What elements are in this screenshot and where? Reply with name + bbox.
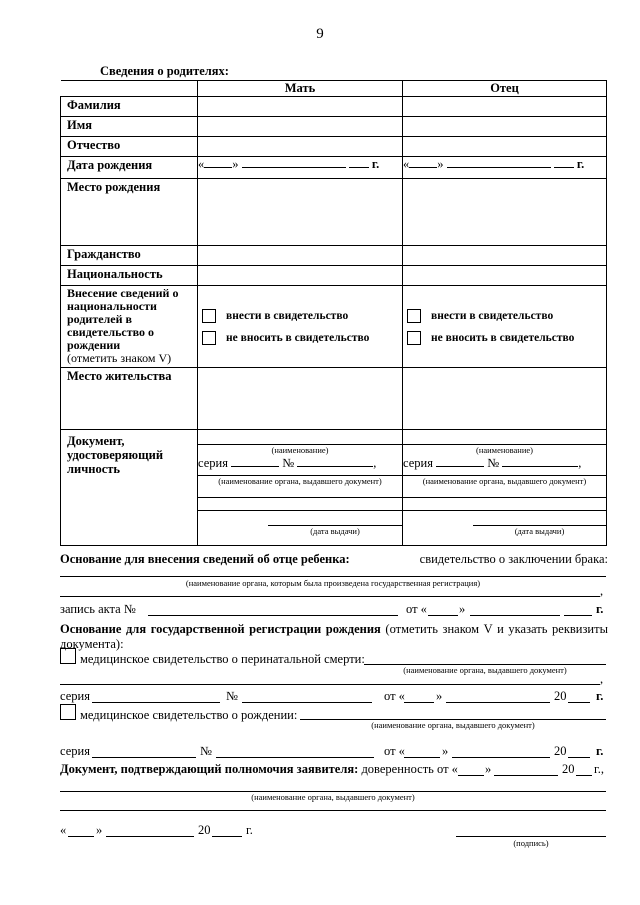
perinatal-number-field[interactable] [242, 702, 372, 703]
mother-nationality-options [198, 286, 403, 368]
signature-field[interactable] [456, 836, 606, 837]
record-year-field[interactable] [564, 615, 592, 616]
mother-birth-date-field[interactable]: « » г. [198, 157, 403, 179]
row-label-birth-date: Дата рождения [61, 157, 198, 179]
father-surname-field[interactable] [403, 97, 607, 117]
father-basis-line: Основание для внесения сведений об отце ребенка: свидетельство о заключении брака: [60, 552, 608, 566]
father-option-exclude[interactable]: не вносить в свидетельство [403, 327, 606, 349]
authority-line: Документ, подтверждающий полномочия заявителя: доверенность от « [60, 762, 458, 776]
father-citizenship-field[interactable] [403, 246, 607, 266]
father-patronymic-field[interactable] [403, 137, 607, 157]
mother-patronymic-field[interactable] [198, 137, 403, 157]
mother-residence-field[interactable] [198, 368, 403, 430]
father-birth-date-field[interactable]: « » г. [403, 157, 607, 179]
footer-year-field[interactable] [212, 836, 242, 837]
column-header-mother: Мать [198, 81, 403, 97]
father-basis-issuer-line[interactable] [60, 576, 606, 577]
row-label-id-document: Документ, удостоверяющий личность [61, 430, 198, 546]
father-name-field[interactable] [403, 117, 607, 137]
section-heading: Сведения о родителях: [100, 64, 229, 78]
row-label-surname: Фамилия [61, 97, 198, 117]
mother-citizenship-field[interactable] [198, 246, 403, 266]
father-basis-issuer-line-2[interactable] [60, 596, 600, 597]
perinatal-day-field[interactable] [404, 702, 434, 703]
birth-cert-day-field[interactable] [404, 757, 440, 758]
page-number: 9 [316, 26, 324, 42]
mother-name-field[interactable] [198, 117, 403, 137]
row-label-name: Имя [61, 117, 198, 137]
row-label-nationality-entry: Внесение сведений о национальности родителей в свидетельство о рождении (отметить знаком V) [61, 286, 198, 368]
mother-id-document-field[interactable]: (наименование) серия № , (наименование органа, выдавшего документ) (дата выдачи) [198, 430, 403, 546]
birth-cert-year-field[interactable] [568, 757, 590, 758]
authority-month-field[interactable] [494, 775, 558, 776]
footer-month-field[interactable] [106, 836, 194, 837]
mother-birth-place-field[interactable] [198, 179, 403, 246]
checkbox[interactable] [407, 331, 421, 345]
parents-table [60, 80, 607, 546]
row-label-nationality: Национальность [61, 266, 198, 286]
father-option-include[interactable]: внести в свидетельство [403, 305, 606, 327]
birth-basis-text: Основание для государственной регистрации рождения (отметить знаком V и указать реквизиты документа): [60, 622, 608, 651]
record-number-field[interactable] [148, 615, 398, 616]
mother-nationality-field[interactable] [198, 266, 403, 286]
record-day-field[interactable] [428, 615, 458, 616]
authority-year-field[interactable] [576, 775, 592, 776]
mother-surname-field[interactable] [198, 97, 403, 117]
father-nationality-options [403, 286, 607, 368]
birth-cert-series-field[interactable] [92, 757, 196, 758]
birth-cert-number-field[interactable] [216, 757, 374, 758]
birth-cert-checkbox[interactable] [60, 704, 76, 720]
column-header-father: Отец [403, 81, 607, 97]
mother-option-exclude[interactable]: не вносить в свидетельство [198, 327, 402, 349]
perinatal-issuer-line-2[interactable] [60, 684, 600, 685]
authority-day-field[interactable] [458, 775, 484, 776]
record-month-field[interactable] [470, 615, 560, 616]
perinatal-series-field[interactable] [92, 702, 220, 703]
mother-option-include[interactable]: внести в свидетельство [198, 305, 402, 327]
checkbox[interactable] [202, 331, 216, 345]
father-residence-field[interactable] [403, 368, 607, 430]
checkbox[interactable] [407, 309, 421, 323]
authority-issuer-line-2[interactable] [60, 810, 606, 811]
checkbox[interactable] [202, 309, 216, 323]
row-label-birth-place: Место рождения [61, 179, 198, 246]
perinatal-month-field[interactable] [446, 702, 550, 703]
father-birth-place-field[interactable] [403, 179, 607, 246]
footer-day-field[interactable] [68, 836, 94, 837]
birth-cert-month-field[interactable] [452, 757, 550, 758]
row-label-residence: Место жительства [61, 368, 198, 430]
father-id-document-field[interactable]: (наименование) серия № , (наименование органа, выдавшего документ) (дата выдачи) [403, 430, 607, 546]
perinatal-year-field[interactable] [568, 702, 590, 703]
father-nationality-field[interactable] [403, 266, 607, 286]
row-label-patronymic: Отчество [61, 137, 198, 157]
row-label-citizenship: Гражданство [61, 246, 198, 266]
perinatal-checkbox[interactable] [60, 648, 76, 664]
